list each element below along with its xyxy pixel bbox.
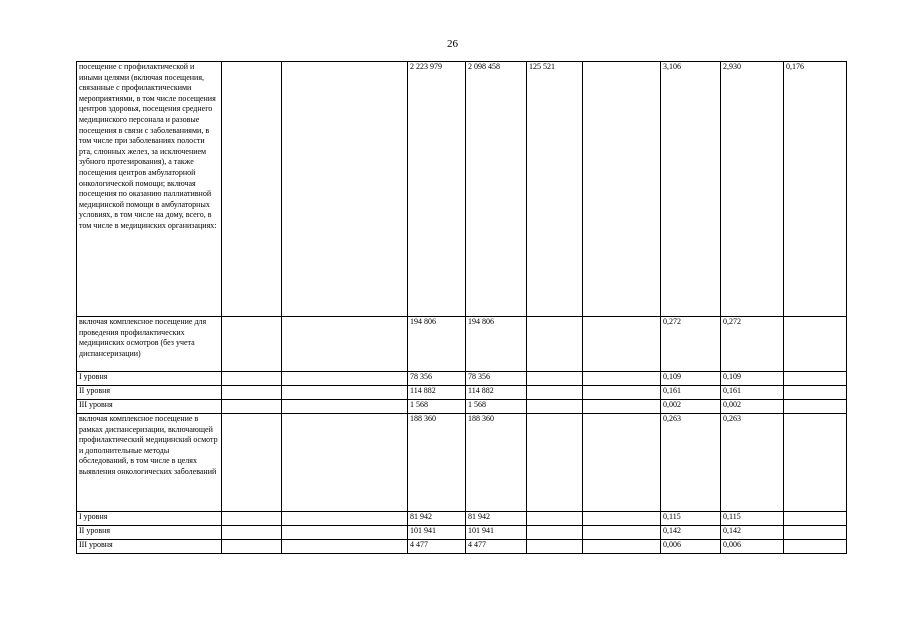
table-cell: 0,006: [721, 540, 784, 554]
row-label: включая комплексное посещение в рамках диспансеризации, включающей профилактический медицинский осмотр и дополнительные методы обследований, в том числе в целях выявления онкологических заболеваний: [77, 414, 222, 512]
table-cell: 188 360: [466, 414, 527, 512]
table-cell: [222, 512, 282, 526]
table-cell: [527, 386, 583, 400]
table-cell: [282, 372, 408, 386]
table-cell: [583, 526, 661, 540]
table-cell: [282, 62, 408, 317]
table-row: [77, 317, 847, 372]
table-cell: [583, 386, 661, 400]
table-cell: 0,142: [661, 526, 721, 540]
table-cell: 81 942: [408, 512, 466, 526]
table-cell: 4 477: [466, 540, 527, 554]
table-cell: [784, 540, 847, 554]
table-cell: 188 360: [408, 414, 466, 512]
table-cell: [222, 62, 282, 317]
table-cell: [784, 414, 847, 512]
table-cell: [784, 526, 847, 540]
table-cell: 2,930: [721, 62, 784, 317]
table-row: [77, 540, 847, 554]
table-cell: 1 568: [408, 400, 466, 414]
table-cell: 0,142: [721, 526, 784, 540]
table-cell: [222, 372, 282, 386]
table-cell: 101 941: [466, 526, 527, 540]
row-label: III уровня: [77, 540, 222, 554]
table-cell: 0,006: [661, 540, 721, 554]
table-cell: 81 942: [466, 512, 527, 526]
table-cell: [583, 512, 661, 526]
table-cell: [282, 317, 408, 372]
table-cell: [282, 400, 408, 414]
table-cell: 194 806: [466, 317, 527, 372]
table-cell: [282, 526, 408, 540]
table-cell: [282, 414, 408, 512]
table-cell: 101 941: [408, 526, 466, 540]
table-cell: 2 098 458: [466, 62, 527, 317]
row-label: I уровня: [77, 512, 222, 526]
table-cell: [527, 540, 583, 554]
table-cell: [583, 540, 661, 554]
table-cell: [583, 62, 661, 317]
table-cell: [222, 414, 282, 512]
table-cell: [527, 317, 583, 372]
table-row: [77, 372, 847, 386]
table-cell: [282, 512, 408, 526]
table-row: [77, 414, 847, 512]
table-cell: 0,115: [721, 512, 784, 526]
table-row: [77, 526, 847, 540]
row-label: посещение с профилактической и иными целями (включая посещения, связанные с профилактическими мероприятиями, в том числе посещения центров здоровья, посещения среднего медицинского персонала и разовые посещения в связи с заболеваниями, в том числе при заболеваниях полости рта, слюнных желез, за исключением зубного протезирования), а также посещения центров амбулаторной онкологической помощи; включая посещения по оказанию паллиативной медицинской помощи в амбулаторных условиях, в том числе на дому, всего, в том числе в медицинских организациях:: [77, 62, 222, 317]
table-cell: [784, 512, 847, 526]
table-row: [77, 400, 847, 414]
table-cell: [222, 386, 282, 400]
table-cell: [784, 372, 847, 386]
table-cell: [784, 317, 847, 372]
table-cell: 0,002: [721, 400, 784, 414]
table-cell: 0,272: [661, 317, 721, 372]
table-cell: 3,106: [661, 62, 721, 317]
table-cell: [222, 317, 282, 372]
data-table: [76, 61, 847, 554]
table-cell: 1 568: [466, 400, 527, 414]
table-cell: [527, 526, 583, 540]
table-cell: [583, 414, 661, 512]
table-cell: [784, 400, 847, 414]
table-cell: [222, 400, 282, 414]
table-cell: 78 356: [466, 372, 527, 386]
table-cell: [222, 526, 282, 540]
row-label: I уровня: [77, 372, 222, 386]
table-row: [77, 386, 847, 400]
table-cell: [527, 512, 583, 526]
table-cell: [527, 372, 583, 386]
table-cell: [583, 400, 661, 414]
table-row: [77, 62, 847, 317]
table-cell: 0,263: [721, 414, 784, 512]
table-cell: 114 882: [408, 386, 466, 400]
table-cell: [282, 540, 408, 554]
table-cell: [583, 372, 661, 386]
row-label: II уровня: [77, 526, 222, 540]
table-cell: 78 356: [408, 372, 466, 386]
table-cell: 125 521: [527, 62, 583, 317]
table-row: [77, 512, 847, 526]
table-cell: 2 223 979: [408, 62, 466, 317]
row-label: II уровня: [77, 386, 222, 400]
table-cell: [527, 414, 583, 512]
table-cell: 0,109: [661, 372, 721, 386]
row-label: включая комплексное посещение для проведения профилактических медицинских осмотров (без учета диспансеризации): [77, 317, 222, 372]
table-cell: 0,002: [661, 400, 721, 414]
table-cell: 194 806: [408, 317, 466, 372]
row-label: III уровня: [77, 400, 222, 414]
table-cell: 0,109: [721, 372, 784, 386]
table-cell: 0,272: [721, 317, 784, 372]
page-number: 26: [447, 38, 458, 50]
table-cell: [784, 386, 847, 400]
table-cell: [583, 317, 661, 372]
table-cell: 0,161: [721, 386, 784, 400]
table-cell: [222, 540, 282, 554]
table-cell: 0,161: [661, 386, 721, 400]
table-cell: 4 477: [408, 540, 466, 554]
table-cell: 0,263: [661, 414, 721, 512]
table-cell: 0,115: [661, 512, 721, 526]
table-cell: 0,176: [784, 62, 847, 317]
table-cell: [527, 400, 583, 414]
table-cell: [282, 386, 408, 400]
table-cell: 114 882: [466, 386, 527, 400]
